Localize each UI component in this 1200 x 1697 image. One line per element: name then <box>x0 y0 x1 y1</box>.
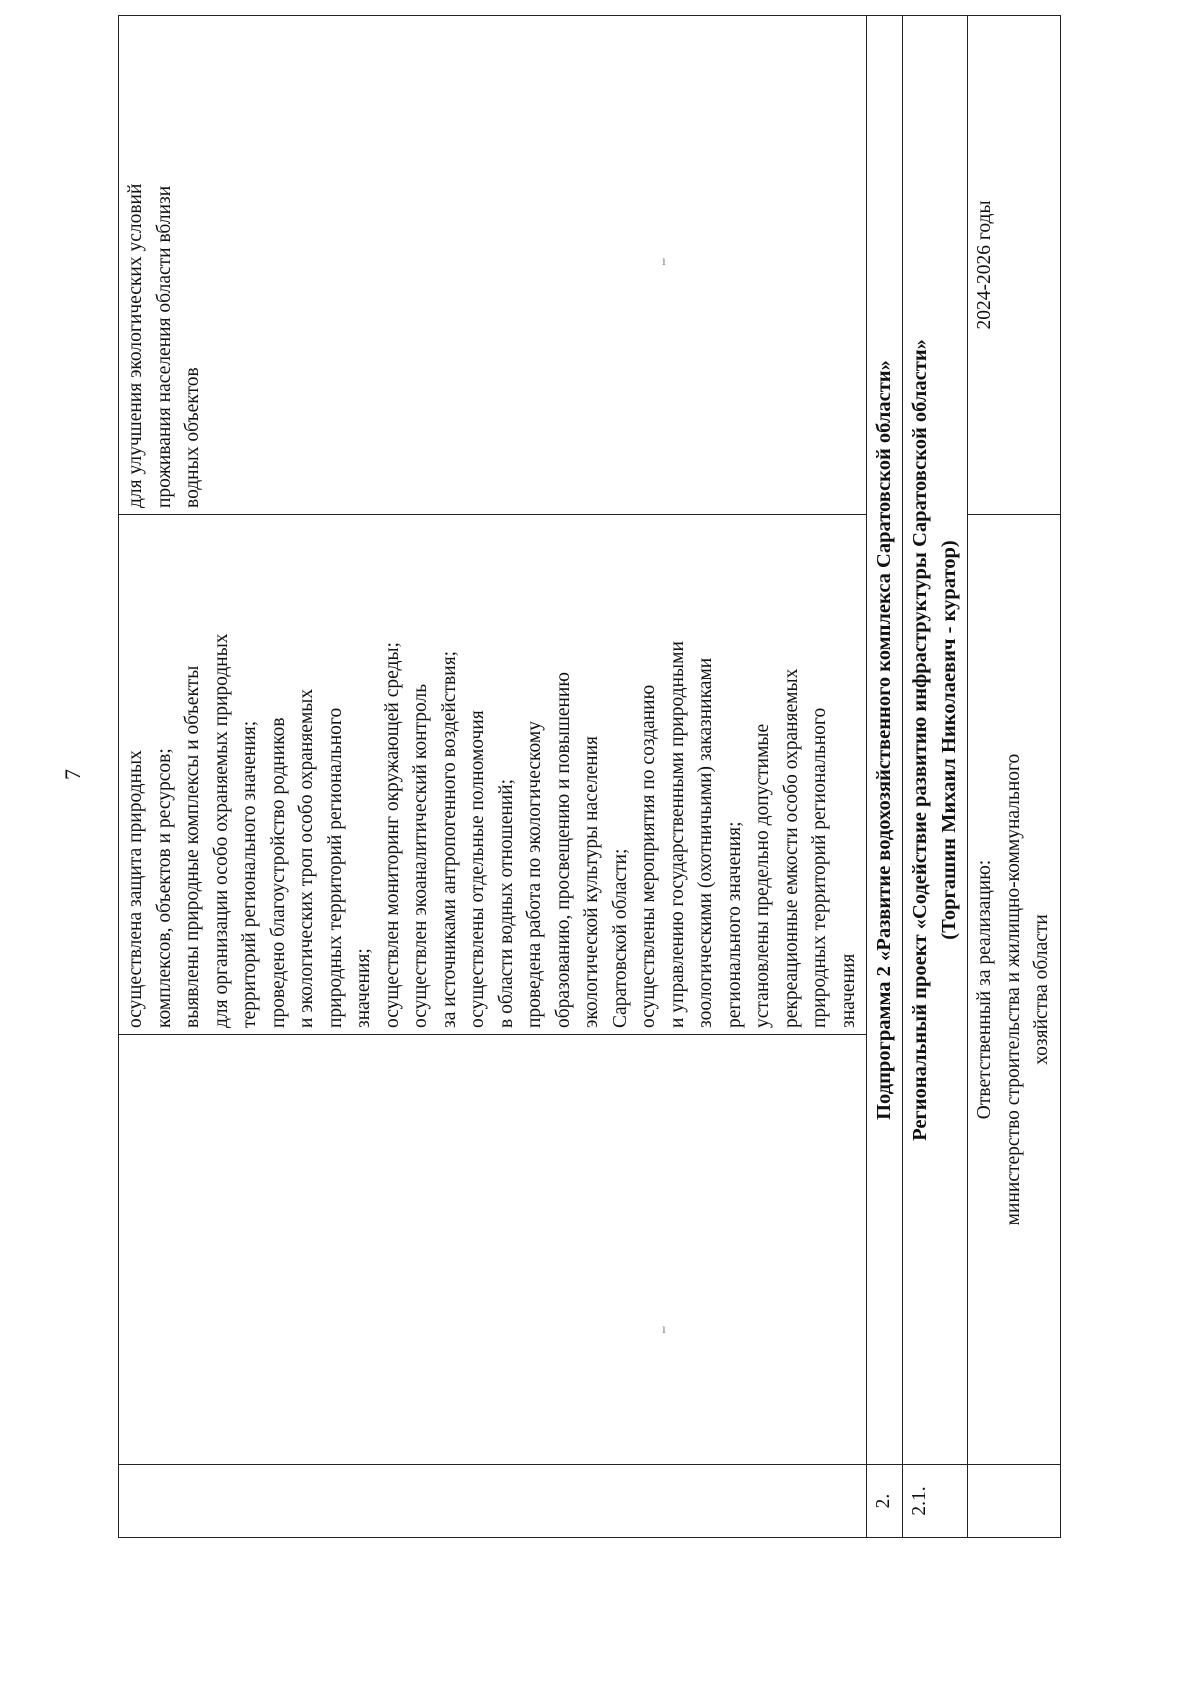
results-line: значения; <box>353 948 374 1028</box>
results-line: проведено благоустройство родников <box>267 717 289 1028</box>
results-line: территорий регионального значения; <box>239 720 260 1028</box>
results-line: и управлению государственными природными <box>666 641 688 1028</box>
scan-speck-mark: ı <box>662 1322 666 1337</box>
results-line: в области водных отношений; <box>495 778 517 1028</box>
table-row-results <box>119 16 867 1538</box>
responsible-cell <box>968 515 1061 1465</box>
cell-goal <box>119 16 867 515</box>
table-row-regional-project <box>903 16 968 1538</box>
results-line: проведена работа по экологическому <box>524 721 545 1028</box>
results-line: зоологическими (охотничьими) заказниками <box>695 657 716 1028</box>
results-line: экологической культуры населения <box>581 736 602 1028</box>
results-line: образованию, просвещению и повышению <box>552 672 574 1028</box>
period-cell: 2024-2026 годы <box>968 16 1061 515</box>
goal-line: водных объектов <box>182 367 203 508</box>
results-line: выявлены природные комплексы и объекты <box>182 665 203 1028</box>
program-table <box>118 15 1061 1538</box>
responsible-label: Ответственный за реализацию: <box>974 859 995 1120</box>
results-line: природных территорий регионального <box>324 707 346 1028</box>
goal-list <box>122 22 208 508</box>
project-title <box>903 16 968 1465</box>
results-line: за источниками антропогенного воздействия; <box>438 650 460 1028</box>
scan-speck-mark: ı <box>662 254 666 269</box>
results-line: рекреационные емкости особо охраняемых <box>780 668 802 1028</box>
document-sheet <box>118 68 1052 1538</box>
goal-line: проживания населения области вблизи <box>153 185 175 508</box>
results-line: осуществлен экоаналитический контроль <box>410 683 431 1028</box>
results-list <box>122 521 863 1028</box>
results-line: осуществлен мониторинг окружающей среды; <box>381 642 403 1028</box>
results-line: комплексов, объектов и ресурсов; <box>153 748 175 1028</box>
project-title-line1: Региональный проект «Содействие развитию инфраструктуры Саратовской области» <box>909 339 931 1141</box>
responsible-line1: министерство строительства и жилищно-коммунального <box>1002 753 1024 1226</box>
subprogram-number: 2. <box>867 1465 903 1538</box>
subprogram-title: Подпрограмма 2 «Развитие водохозяйственного комплекса Саратовской области» <box>867 16 903 1465</box>
cell-results <box>119 515 867 1035</box>
results-line: для организации особо охраняемых природных <box>210 633 232 1028</box>
responsible-line2: хозяйства области <box>1031 914 1052 1065</box>
page-number: 7 <box>60 769 85 780</box>
table-row-subprogram <box>867 16 903 1538</box>
results-line: регионального значения; <box>723 821 745 1028</box>
responsible-number-empty <box>968 1465 1061 1538</box>
results-line: Саратовской области; <box>609 848 631 1028</box>
results-line: осуществлены отдельные полномочия <box>467 710 488 1028</box>
results-line: осуществлены мероприятия по созданию <box>638 684 659 1028</box>
goal-line: для улучшения экологических условий <box>125 183 146 508</box>
project-number: 2.1. <box>903 1465 968 1538</box>
project-title-line2: (Торгашин Михаил Николаевич - куратор) <box>938 540 960 940</box>
results-line: осуществлена защита природных <box>125 750 146 1028</box>
results-line: и экологических троп особо охраняемых <box>296 688 317 1028</box>
cell-empty <box>119 1035 867 1465</box>
results-line: установлены предельно допустимые <box>752 723 773 1028</box>
table-row-responsible <box>968 16 1061 1538</box>
results-line: значения <box>837 953 859 1028</box>
cell-number-empty <box>119 1465 867 1538</box>
results-line: природных территорий регионального <box>809 707 830 1028</box>
